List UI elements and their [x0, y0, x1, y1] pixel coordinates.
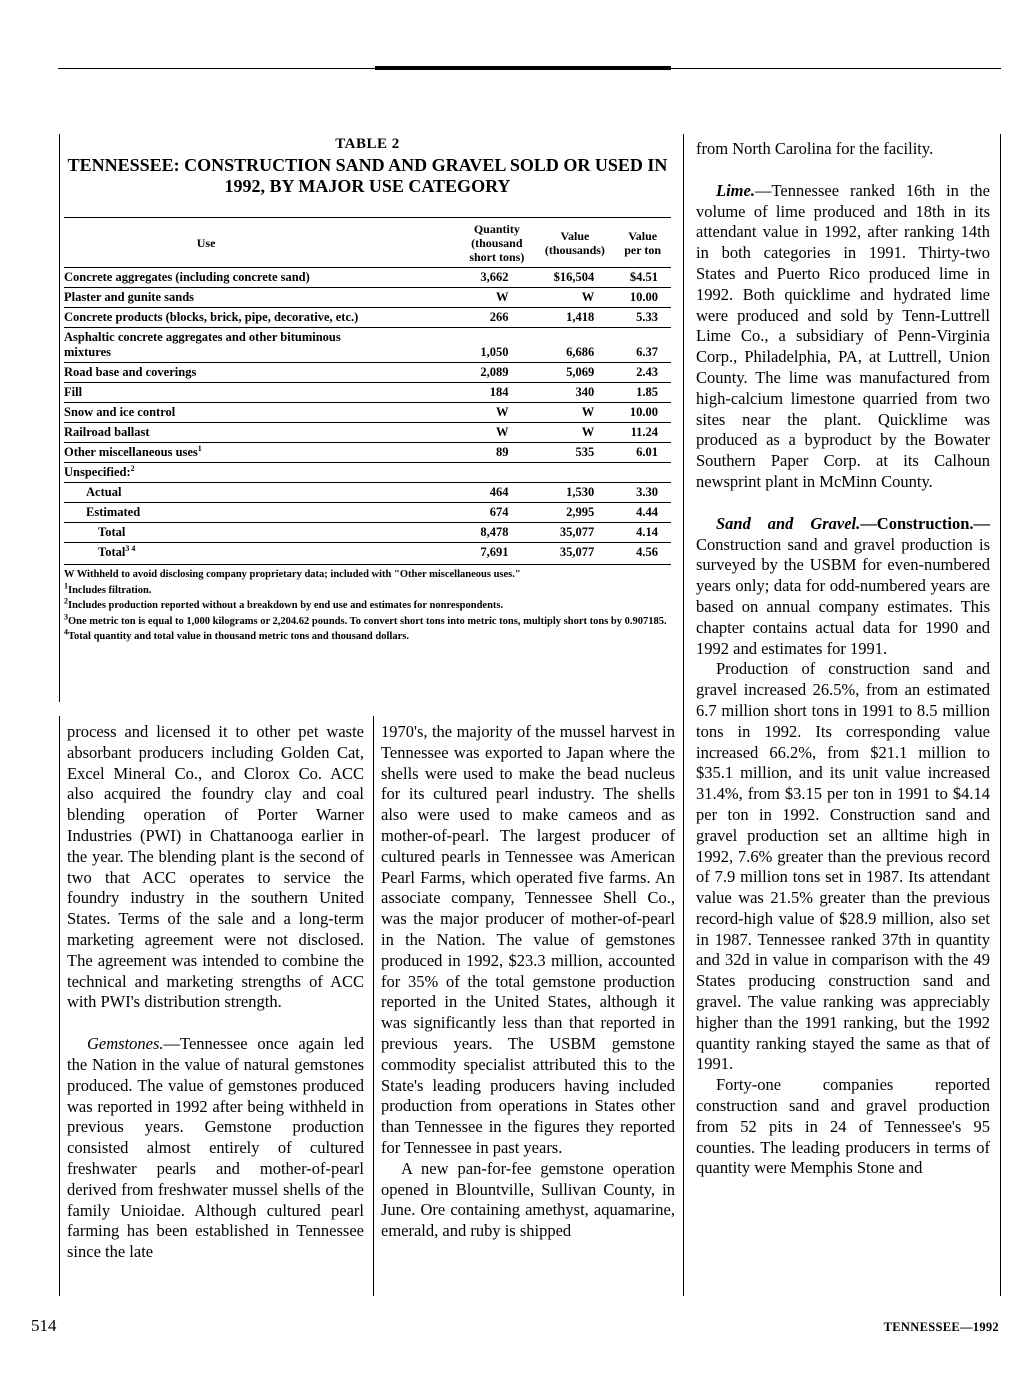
table-row: Snow and ice control W W 10.00	[64, 403, 671, 423]
page-number: 514	[31, 1316, 57, 1335]
table-row: Road base and coverings 2,089 5,069 2.43	[64, 363, 671, 383]
gemstones-paragraph: Gemstones.—Tennessee once again led the Nation in the value of natural gemstones produced. The value of gemstones produced was reported in 1992 after being withheld in previous years. Gemstone production consisted almost entirely of cultured freshwater pearls and mother-of-pearl derived from freshwater mussel shells of the family Unioidae. Although cultured pearl farming has been established in Tennessee since the late	[67, 1034, 364, 1262]
top-rule-accent	[375, 66, 671, 70]
table-left-rule	[59, 134, 60, 702]
column-divider-mid	[373, 716, 374, 1296]
table-row: Railroad ballast W W 11.24	[64, 423, 671, 443]
section-heading-gemstones: Gemstones.	[87, 1034, 164, 1054]
table-row: Unspecified:$^2$	[64, 463, 671, 483]
header-use: Use	[64, 218, 458, 268]
table-row: Actual 464 1,530 3.30	[64, 483, 671, 503]
text-column-2	[381, 722, 675, 1242]
table-row: Asphaltic concrete aggregates and other bituminous mixtures 1,050 6,686 6.37	[64, 328, 671, 363]
sand-gravel-paragraph: Sand and Gravel.—Construction.— Construction sand and gravel production is surveyed by the USBM for even-numbered years only; data for odd-numbered years are based on annual company estimates. This chapter contains actual data for 1990 and 1992 and estimates for 1991.	[696, 513, 990, 658]
subheading-construction: —Construction.—	[860, 513, 990, 533]
table-row: Other miscellaneous uses$^1$ 89 535 6.01	[64, 443, 671, 463]
table-2	[64, 136, 671, 645]
column-divider-right	[683, 134, 684, 1296]
paragraph: Production of construction sand and gravel increased 26.5%, from an estimated 6.7 million short tons in 1991 to 8.5 million tons in 1992. Its corresponding value increased 66.2%, from $21.1 million to $35.1 million, and its unit value increased 31.4%, from $3.15 per ton in 1991 to $4.14 per ton in 1992. Construction sand and gravel production set an alltime high in 1992, 7.6% greater than the previous record of 7.9 million tons set in 1987. Its attendant value was 21.5% greater than the previous record-high value of $28.9 million, also set in 1987. Tennessee ranked 37th in quantity and 32d in value in comparison with the 49 States producing construction sand and gravel. The value ranking was appreciably higher than the 1991 ranking, but the 1992 quantity ranking stayed the same as that of 1991.	[696, 659, 990, 1074]
header-value: Value (thousands)	[536, 218, 615, 268]
page-right-rule	[1000, 134, 1001, 1296]
table-title: TENNESSEE: CONSTRUCTION SAND AND GRAVEL SOLD OR USED IN 1992, BY MAJOR USE CATEGORY	[67, 155, 668, 196]
lime-paragraph: Lime.—Tennessee ranked 16th in the volume of lime produced and 18th in its attendant value in 1992, after ranking 14th in both categories in 1991. Thirty-two States and Puerto Rico produced lime in 1992. Both quicklime and hydrated lime were produced and sold by Tenn-Luttrell Lime Co., a subsidiary of Penn-Virginia Corp., Philadelphia, PA, at Luttrell, Union County. The lime was manufactured from high-calcium limestone quarried from two sites near the plant. Quicklime was produced as a byproduct by the Bowater Southern Paper Corp. at its Calhoun newsprint plant in McMinn County.	[696, 180, 990, 491]
table-header-row	[64, 218, 671, 268]
paragraph: process and licensed it to other pet waste absorbant producers including Golden Cat, Excel Mineral Co., and Clorox Co. ACC also acquired the foundry clay and coal blending operation of Porter Warner Industries (PWI) in Chattanooga earlier in the year. The blending plant is the second of two that ACC operates to service the foundry industry in the southern United States. Terms of the sale and a long-term marketing agreement were not disclosed. The agreement was intended to combine the technical and marketing strengths of ACC with PWI's distribution strength.	[67, 722, 364, 1012]
header-per-ton: Value per ton	[614, 218, 671, 268]
paragraph: 1970's, the majority of the mussel harvest in Tennessee was exported to Japan where the shells were used to make the bead nucleus for its cultured pearl industry. The shells also were used to make cameos and as mother-of-pearl. The largest producer of cultured pearls in Tennessee was American Pearl Farms, which operated five farms. An associate company, Tennessee Shell Co., was the major producer of mother-of-pearl in the Nation. The value of gemstones produced in 1992, $23.3 million, accounted for 35% of the total gemstone production reported in the United States, although it was significantly less than that reported in previous years. The USBM gemstone commodity specialist attributed this to the State's leading producers having included production from operations in States other than Tennessee in the figures they reported for Tennessee in past years.	[381, 722, 675, 1157]
col1-left-rule	[59, 716, 60, 1296]
table-row: Concrete products (blocks, brick, pipe, decorative, etc.) 266 1,418 5.33	[64, 308, 671, 328]
paragraph: Forty-one companies reported construction sand and gravel production from 52 pits in 24 of Tennessee's 95 counties. The leading producers in terms of quantity were Memphis Stone and	[696, 1075, 990, 1178]
paragraph: A new pan-for-fee gemstone operation opened in Blountville, Sullivan County, in June. Ore containing amethyst, aquamarine, emerald, and ruby is shipped	[381, 1158, 675, 1241]
section-heading-lime: Lime.	[716, 180, 755, 200]
paragraph: from North Carolina for the facility.	[696, 139, 934, 158]
data-table	[64, 218, 671, 562]
note-3: $^3$One metric ton is equal to 1,000 kilograms or 2,204.62 pounds. To convert short tons into metric tons, multiply short tons by 0.907185.	[64, 612, 667, 627]
text-column-3	[696, 139, 990, 1179]
table-bottom-rule	[64, 564, 671, 565]
note-withheld: W Withheld to avoid disclosing company proprietary data; included with "Other miscellaneous uses."	[64, 569, 521, 580]
section-heading-sand-gravel: Sand and Gravel.	[716, 513, 861, 533]
table-row: Total 8,478 35,077 4.14	[64, 523, 671, 543]
table-row: Total$^{3 4}$ 7,691 35,077 4.56	[98, 543, 658, 559]
running-head: TENNESSEE—1992	[883, 1320, 999, 1334]
table-row: Plaster and gunite sands W W 10.00	[64, 288, 671, 308]
note-4: $^4$Total quantity and total value in thousand metric tons and thousand dollars.	[64, 627, 409, 642]
header-quantity: Quantity (thousand short tons)	[458, 218, 535, 268]
note-1: $^1$Includes filtration.	[64, 581, 152, 596]
table-row: Fill 184 340 1.85	[64, 383, 671, 403]
table-label: TABLE 2	[335, 136, 400, 152]
table-row: Concrete aggregates (including concrete sand) 3,662 $16,504 $4.51	[64, 268, 671, 288]
table-row: Estimated 674 2,995 4.44	[64, 503, 671, 523]
table-notes	[64, 567, 671, 645]
note-2: $^2$Includes production reported without a breakdown by end use and estimates for nonrespondents.	[64, 596, 504, 611]
text-column-1	[67, 722, 364, 1263]
